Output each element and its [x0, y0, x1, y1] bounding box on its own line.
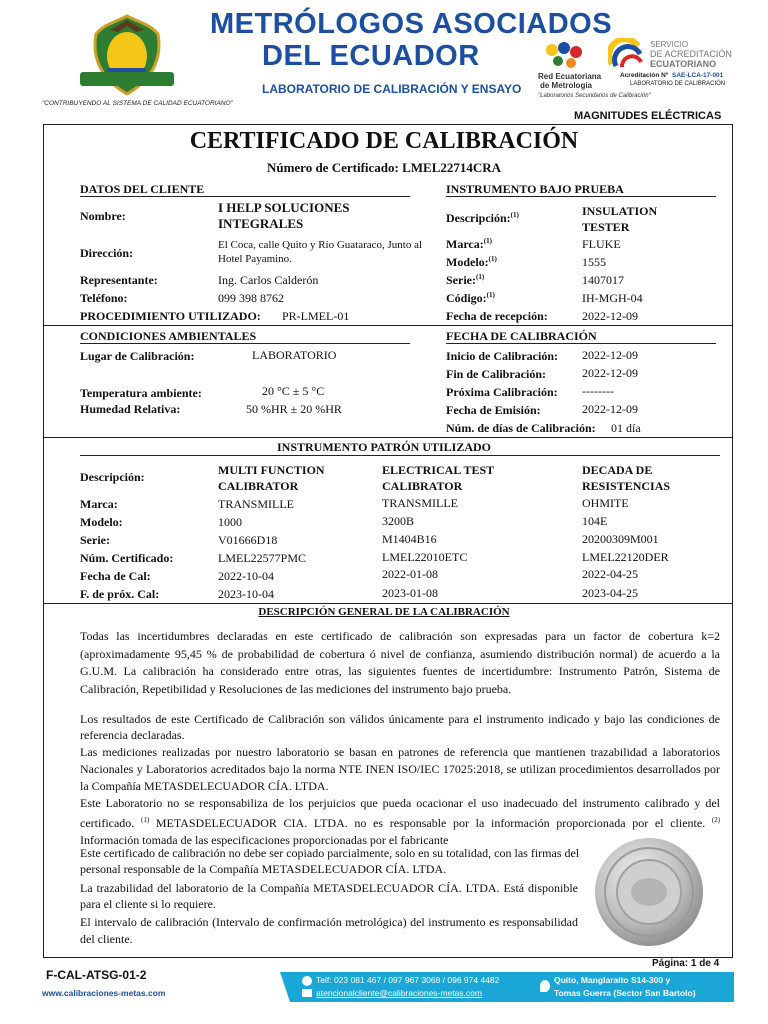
sae-accred-code: SAE-LCA-17-001 [672, 72, 724, 79]
instr-serial-label: Serie:$^{(1)}$ [446, 273, 485, 287]
date-start-value: 2022-12-09 [582, 348, 638, 362]
std-label-cal: Fecha de Cal: [80, 569, 151, 583]
standards-heading: INSTRUMENTO PATRÓN UTILIZADO [276, 440, 492, 454]
std3-desc: DECADA DE RESISTENCIAS [582, 463, 671, 493]
sae-line3: ECUATORIANO [650, 59, 717, 69]
std2-desc: ELECTRICAL TEST CALIBRATOR [382, 463, 494, 493]
description-heading: DESCRIPCIÓN GENERAL DE LA CALIBRACIÓN [258, 606, 510, 618]
description-p5: Este certificado de calibración no debe ser copiado parcialmente, solo en su totalidad, con las firmas del personal responsable de la Compañía METASDELECUADOR CÍA. LTDA. [80, 846, 580, 876]
std-label-model: Modelo: [80, 515, 123, 529]
page-number: Página: 1 de 4 [652, 958, 720, 969]
client-name-label: Nombre: [80, 209, 126, 223]
sae-line1: SERVICIO [650, 40, 689, 49]
description-p7: El intervalo de calibración (Intervalo de confirmación metrológica) del instrumento es responsabilidad del cliente. [80, 915, 578, 946]
std1-cal: 2022-10-04 [218, 569, 274, 583]
date-next-label: Próxima Calibración: [446, 385, 558, 399]
footer-address2: Tomas Guerra (Sector San Bartolo) [554, 988, 696, 998]
std2-serial: M1404B16 [382, 532, 437, 546]
divider [43, 603, 732, 604]
divider [446, 196, 716, 197]
client-phone-value: 099 398 8762 [218, 291, 284, 305]
client-address-value: El Coca, calle Quito y Río Guataraco, Junto al Hotel Payamino. [218, 239, 423, 265]
date-issue-label: Fecha de Emisión: [446, 403, 541, 417]
instr-brand-value: FLUKE [582, 237, 621, 251]
certificate-title: CERTIFICADO DE CALIBRACIÓN [189, 128, 579, 154]
date-end-label: Fin de Calibración: [446, 367, 547, 381]
std-label-next: F. de próx. Cal: [80, 587, 160, 601]
company-name-line2: DEL ECUADOR [262, 40, 480, 72]
description-p4: Este Laboratorio no se responsabiliza de los perjuicios que pueda ocacionar el uso inadecuado del instrumento calibrado y del certificado. $^{(1)}$ METASDELECUADOR CIA. LTDA. no es responsable por la información proporcionada por el cliente. $^{(2)}$ Información tomada de las especificaciones proporcionadas por el fabricante [80, 796, 721, 847]
motto: "CONTRIBUYENDO AL SISTEMA DE CALIDAD ECUATORIANO" [42, 100, 233, 107]
red-logo-caption: "Laboratorios Secundarios de Calibración" [538, 93, 651, 99]
sae-line2: DE ACREDITACIÓN [650, 49, 732, 59]
client-name-value: I HELP SOLUCIONES INTEGRALES [218, 200, 350, 231]
red-logo-line1: Red Ecuatoriana [538, 72, 602, 81]
divider [43, 325, 732, 326]
website: www.calibraciones-metas.com [42, 988, 166, 998]
client-rep-label: Representante: [80, 273, 158, 287]
env-temp-value: 20 °C ± 5 °C [262, 384, 325, 398]
std3-cal: 2022-04-25 [582, 567, 638, 581]
instr-brand-label: Marca:$^{(1)}$ [446, 237, 492, 251]
procedure-label: PROCEDIMIENTO UTILIZADO: [80, 309, 261, 323]
client-address-label: Dirección: [80, 246, 134, 260]
divider [446, 343, 716, 344]
instr-model-value: 1555 [582, 255, 606, 269]
date-issue-value: 2022-12-09 [582, 402, 638, 416]
instr-desc-value: INSULATION TESTER [582, 204, 658, 234]
divider [80, 196, 410, 197]
env-hum-label: Humedad Relativa: [80, 402, 181, 416]
description-p6: La trazabilidad del laboratorio de la Compañía METASDELECUADOR CÍA. LTDA. Está disponible para el cliente si lo requiere. [80, 881, 578, 911]
std1-desc: MULTI FUNCTION CALIBRATOR [218, 463, 325, 493]
instr-serial-value: 1407017 [582, 273, 624, 287]
email-icon [302, 989, 312, 997]
lab-subtitle: LABORATORIO DE CALIBRACIÓN Y ENSAYO [262, 82, 522, 96]
footer-band-wedge [280, 972, 290, 1002]
std3-cert: LMEL22120DER [582, 550, 669, 564]
dates-heading: FECHA DE CALIBRACIÓN [446, 329, 597, 343]
std3-brand: OHMITE [582, 496, 629, 510]
phone-icon [302, 976, 312, 986]
sae-lab: LABORATORIO DE CALIBRACIÓN [630, 81, 726, 87]
std3-model: 104E [582, 514, 608, 528]
std-label-cert: Núm. Certificado: [80, 551, 174, 565]
std-label-serial: Serie: [80, 533, 110, 547]
env-heading: CONDICIONES AMBIENTALES [80, 329, 257, 343]
instr-model-label: Modelo:$^{(1)}$ [446, 255, 497, 269]
std1-cert: LMEL22577PMC [218, 551, 307, 565]
std1-next: 2023-10-04 [218, 587, 274, 601]
std3-serial: 20200309M001 [582, 532, 659, 546]
section-tag: MAGNITUDES ELÉCTRICAS [574, 110, 722, 122]
instr-reception-label: Fecha de recepción: [446, 309, 548, 323]
instr-code-label: Código:$^{(1)}$ [446, 291, 495, 305]
env-place-value: LABORATORIO [252, 348, 337, 362]
std2-brand: TRANSMILLE [382, 496, 458, 510]
env-hum-value: 50 %HR ± 20 %HR [246, 402, 342, 416]
footer-address1: Quito, Manglaralto S14-300 y [554, 975, 671, 985]
sae-accred-label: Acreditación Nº [620, 72, 669, 79]
std2-cert: LMEL22010ETC [382, 550, 468, 564]
client-rep-value: Ing. Carlos Calderón [218, 273, 319, 287]
red-logo-line2: de Metrología [540, 81, 593, 90]
company-seal [592, 836, 706, 948]
form-code: F-CAL-ATSG-01-2 [46, 968, 147, 982]
env-place-label: Lugar de Calibración: [80, 349, 195, 363]
instrument-heading: INSTRUMENTO BAJO PRUEBA [446, 182, 624, 196]
std2-model: 3200B [382, 514, 415, 528]
instr-code-value: IH-MGH-04 [582, 291, 643, 305]
std3-next: 2023-04-25 [582, 586, 638, 600]
footer-phones: Telf: 023 081 467 / 097 967 3068 / 096 974 4482 [316, 975, 500, 985]
divider [43, 437, 732, 438]
procedure-value: PR-LMEL-01 [282, 309, 350, 323]
client-heading: DATOS DEL CLIENTE [80, 182, 205, 196]
date-start-label: Inicio de Calibración: [446, 349, 559, 363]
date-days-value: 01 día [611, 421, 641, 435]
std-label-brand: Marca: [80, 497, 118, 511]
description-p3: Las mediciones realizadas por nuestro laboratorio se basan en patrones de referencia que mantienen trazabilidad a laboratorios Nacionales y Laboratorios acreditados bajo la norma NTE INEN ISO/IEC 17025:2018, se utilizan procedimientos desarrollados por la Compañía METASDELECUADOR CÍA. LTDA. [80, 745, 720, 793]
company-name-line1: METRÓLOGOS ASOCIADOS [210, 8, 613, 40]
std1-serial: V01666D18 [218, 533, 278, 547]
date-next-value: -------- [582, 384, 614, 398]
std2-cal: 2022-01-08 [382, 567, 438, 581]
instr-reception-value: 2022-12-09 [582, 309, 638, 323]
date-days-label: Núm. de días de Calibración: [446, 421, 596, 435]
client-phone-label: Teléfono: [80, 291, 128, 305]
std1-brand: TRANSMILLE [218, 497, 294, 511]
date-end-value: 2022-12-09 [582, 366, 638, 380]
red-metrologia-logo [540, 40, 592, 70]
instr-desc-label: Descripción:$^{(1)}$ [446, 211, 519, 225]
divider [80, 343, 410, 344]
certificate-number: Número de Certificado: LMEL22714CRA [266, 160, 502, 175]
env-temp-label: Temperatura ambiente: [80, 386, 202, 400]
footer-email: atencionalcliente@calibraciones-metas.com [316, 988, 482, 998]
divider [80, 455, 720, 456]
description-p2: Los resultados de este Certificado de Calibración son válidos únicamente para el instrumento indicado y bajo las condiciones de referencia declaradas. [80, 712, 720, 742]
std1-model: 1000 [218, 515, 242, 529]
std2-next: 2023-01-08 [382, 586, 438, 600]
description-p1: Todas las incertidumbres declaradas en este certificado de calibración son expresadas para un factor de cobertura k=2 (aproximadamente 95,45 % de probabilidad de cobertura ó nivel de confianza, asumiendo distribución normal) de acuerdo a la G.U.M. La calibración ha considerado entre otras, las siguientes fuentes de incertidumbre: Instrumento Patrón, Sistema de Calibración, Repetibilidad y Resoluciones de las mediciones del instrumento bajo prueba. [80, 629, 720, 696]
location-icon [540, 980, 550, 992]
sae-logo [608, 38, 644, 68]
emblem-ribbon [80, 72, 174, 86]
std-label-desc: Descripción: [80, 470, 145, 484]
